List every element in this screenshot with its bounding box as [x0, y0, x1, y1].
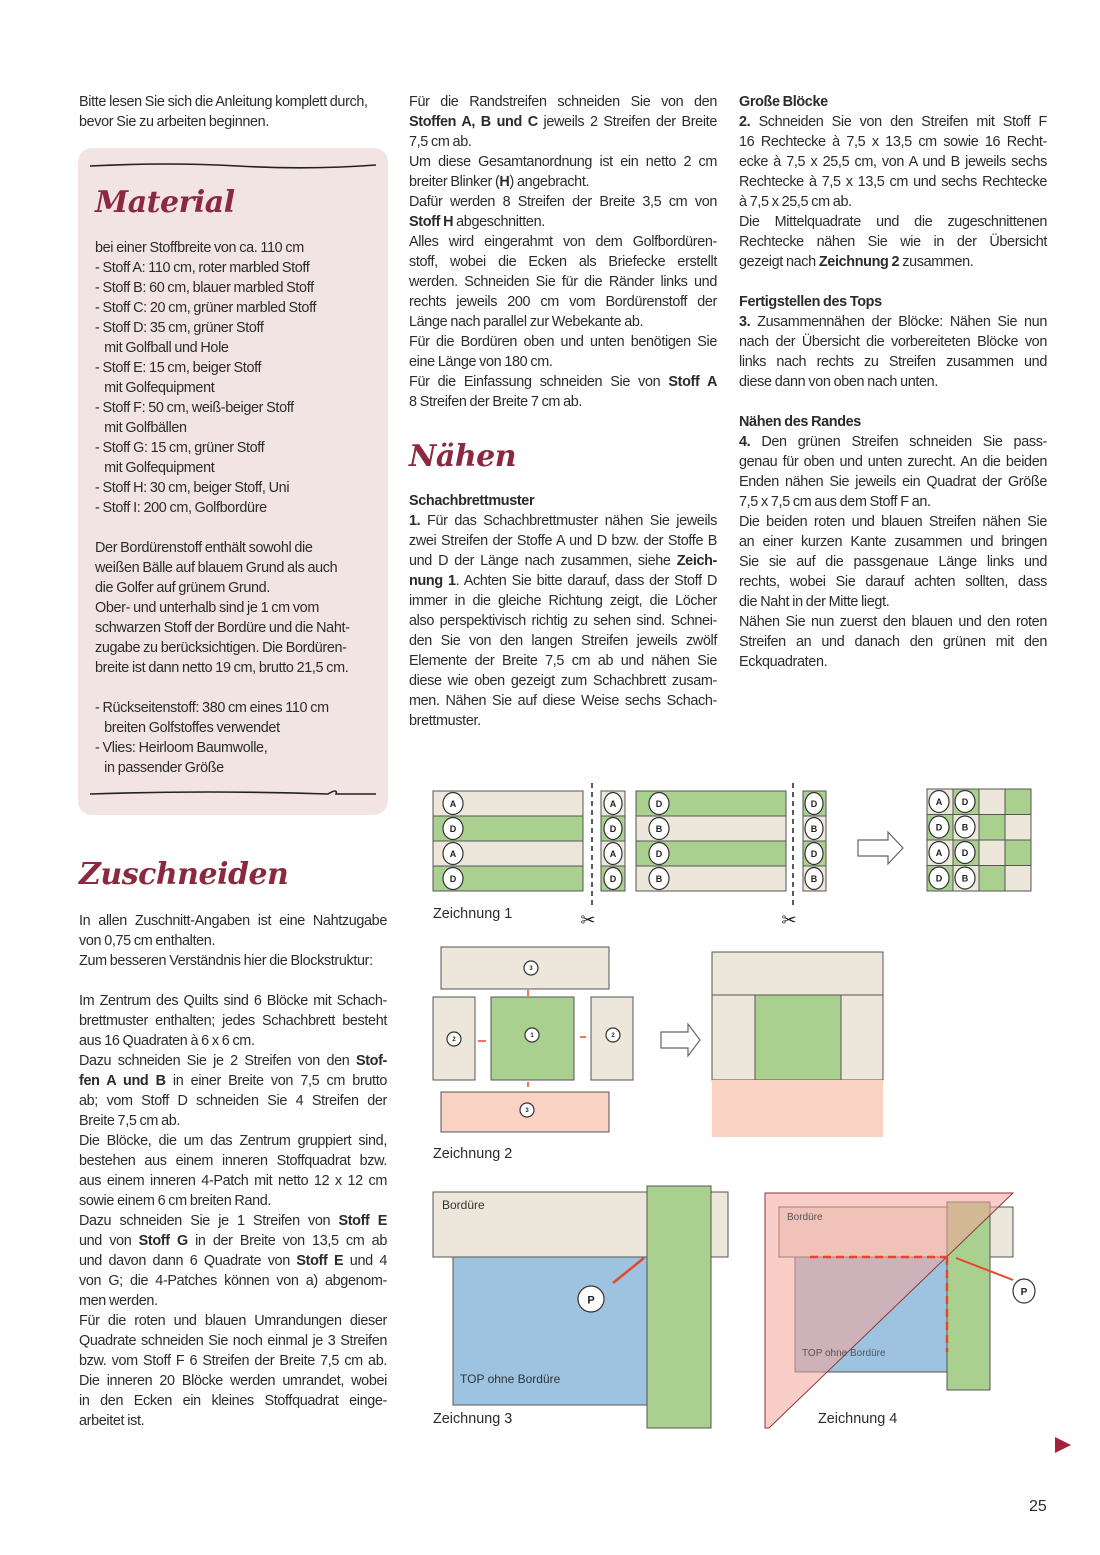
caption-z2: Zeichnung 2: [433, 1146, 513, 1162]
text-line: Breite 7,5 cm ab.: [79, 1113, 181, 1129]
text-line: Um diese Gesamtanordnung ist ein netto 2 cm: [409, 154, 717, 170]
text-line: Für die Einfassung schneiden Sie von Stoff A: [409, 374, 718, 390]
section-heading: Fertigstellen des Tops: [739, 294, 882, 310]
piece-number-label: 1: [530, 1033, 534, 1039]
text-line: 1. Für das Schachbrettmuster nähen Sie jeweils: [409, 513, 717, 529]
text-line: 3. Zusammennähen der Blöcke: Nähen Sie nun: [739, 314, 1047, 330]
fabric-tag-label: D: [810, 849, 818, 859]
text-line: à 7,5 x 25,5 cm ab.: [739, 194, 852, 210]
schach-heading: Schachbrettmuster: [409, 493, 535, 509]
text-line: den Sie von den langen Streifen jeweils zwölf: [409, 633, 717, 649]
text-line: Elemente der Breite 7,5 cm ab und nähen Sie: [409, 653, 717, 669]
text-line: Im Zentrum des Quilts sind 6 Blöcke mit Schach-: [79, 993, 387, 1009]
piece-number-label: 3: [525, 1108, 529, 1114]
text-line: Für die Bordüren oben und unten benötigen Sie: [409, 334, 717, 350]
text-line: Die beiden roten und blauen Streifen nähen Sie: [739, 514, 1047, 530]
text-line: ab; vom Stoff D schneiden Sie 4 Streifen der: [79, 1093, 387, 1109]
text-line: diese wie oben gezeigt zum Schachbrett zusam-: [409, 673, 717, 689]
fabric-tag-label: D: [449, 824, 457, 834]
fabric-tag-label: B: [655, 824, 663, 834]
text-line: rechts, wobei Sie darauf achten sollten, dass: [739, 574, 1047, 590]
text-line: 2. Schneiden Sie von den Streifen mit Stoff F: [739, 114, 1047, 130]
material-title: Material: [95, 185, 235, 220]
text-line: Die Blöcke, die um das Zentrum gruppiert sind,: [79, 1133, 387, 1149]
material-item: - Stoff D: 35 cm, grüner Stoff: [95, 320, 264, 336]
text-line: also perspektivisch richtig zu sehen sind. Schnei-: [409, 613, 717, 629]
text-line: Stoffen A, B und C jeweils 2 Streifen der Breite: [409, 114, 717, 130]
border-label: Bordüre: [442, 1198, 485, 1212]
text-line: Rechtecke nähen Sie wie in der Übersicht: [739, 234, 1047, 250]
text-line: arbeitet ist.: [79, 1413, 145, 1429]
material-item: weißen Bälle auf blauem Grund als auch: [95, 560, 338, 576]
material-item: mit Golfball und Hole: [95, 340, 229, 356]
caption-z3: Zeichnung 3: [433, 1411, 513, 1427]
material-item: - Stoff E: 15 cm, beiger Stoff: [95, 360, 262, 376]
intro-line: Bitte lesen Sie sich die Anleitung komplett durch,: [79, 94, 368, 110]
text-line: von 0,75 cm enthalten.: [79, 933, 216, 949]
text-line: die Naht in der Mitte liegt.: [739, 594, 890, 610]
text-line: men. Nähen Sie auf diese Weise sechs Schach-: [409, 693, 717, 709]
fabric-tag-label: D: [961, 848, 969, 858]
material-item: breiten Golfstoffes verwendet: [95, 720, 280, 736]
fabric-tag-label: D: [609, 874, 617, 884]
page-number: 25: [1029, 1498, 1047, 1515]
material-item: zugabe zu berücksichtigen. Die Bordüren-: [95, 640, 347, 656]
section-heading: Große Blöcke: [739, 94, 828, 110]
fabric-tag-label: D: [449, 874, 457, 884]
text-line: 7,5 x 7,5 cm aus dem Stoff F an.: [739, 494, 931, 510]
material-item: - Vlies: Heirloom Baumwolle,: [95, 740, 268, 756]
fabric-tag-label: D: [655, 849, 663, 859]
checker-square: [979, 789, 1005, 815]
fabric-tag-label: B: [655, 874, 663, 884]
section-heading: Nähen des Randes: [739, 414, 861, 430]
text-line: Quadrate schneiden Sie noch einmal je 3 Streifen: [79, 1333, 387, 1349]
checker-square: [1005, 866, 1031, 892]
fabric-tag-label: D: [935, 822, 943, 833]
material-item: schwarzen Stoff der Bordüre und die Naht-: [95, 620, 350, 636]
fabric-tag-label: D: [609, 824, 617, 834]
text-line: diese dann von oben nach unten.: [739, 374, 938, 390]
text-line: genau für oben und unten zurecht. An die beiden: [739, 454, 1047, 470]
text-line: Länge nach parallel zur Webekante ab.: [409, 314, 644, 330]
result-center: [755, 995, 841, 1080]
material-item: in passender Größe: [95, 760, 224, 776]
material-item: - Stoff B: 60 cm, blauer marbled Stoff: [95, 280, 314, 296]
text-line: aus einem inneren 4-Patch mit netto 12 x 12 cm: [79, 1173, 387, 1189]
material-item: mit Golfequipment: [95, 380, 215, 396]
checker-square: [979, 840, 1005, 866]
fabric-tag-label: B: [810, 824, 818, 834]
fabric-tag-label: A: [609, 849, 617, 859]
text-line: Alles wird eingerahmt von dem Golfbordüren-: [409, 234, 717, 250]
text-line: gezeigt nach Zeichnung 2 zusammen.: [739, 254, 974, 270]
text-line: breiter Blinker (H) angebracht.: [409, 174, 590, 190]
fabric-tag-label: D: [810, 799, 818, 809]
text-line: von G; die 4-Patches können von a) abgenom-: [79, 1273, 387, 1289]
text-line: und davon dann 6 Quadrate von Stoff E und 4: [79, 1253, 387, 1269]
fabric-tag-label: B: [961, 873, 969, 884]
material-item: bei einer Stoffbreite von ca. 110 cm: [95, 240, 304, 256]
material-item: - Stoff A: 110 cm, roter marbled Stoff: [95, 260, 310, 276]
naehen-title: Nähen: [409, 439, 517, 474]
top-label: TOP ohne Bordüre: [460, 1372, 561, 1386]
material-item: mit Golfbällen: [95, 420, 187, 436]
text-line: Dazu schneiden Sie je 2 Streifen von den Stof-: [79, 1053, 387, 1069]
side-border-strip: [647, 1186, 711, 1428]
zuschneiden-title: Zuschneiden: [79, 857, 289, 892]
material-item: - Stoff C: 20 cm, grüner marbled Stoff: [95, 300, 317, 316]
material-item: - Rückseitenstoff: 380 cm eines 110 cm: [95, 700, 329, 716]
intro-line: bevor Sie zu arbeiten beginnen.: [79, 114, 269, 130]
text-line: 7,5 cm ab.: [409, 134, 472, 150]
text-line: Rechtecke à 7,5 x 13,5 cm und sechs Rechtecke: [739, 174, 1047, 190]
piece-number-label: 2: [611, 1033, 615, 1039]
text-line: an einer kurzen Kante zusammen und bringen: [739, 534, 1047, 550]
text-line: Für die Randstreifen schneiden Sie von den: [409, 94, 717, 110]
text-line: Eckquadraten.: [739, 654, 828, 670]
text-line: und D der Länge nach zusammen, siehe Zeich-: [409, 553, 717, 569]
material-item: breite ist dann netto 19 cm, brutto 21,5 cm.: [95, 660, 349, 676]
result-top: [712, 952, 883, 995]
text-line: ecke à 7,5 x 25,5 cm, von A und B jeweils sechs: [739, 154, 1047, 170]
text-line: Dazu schneiden Sie je 1 Streifen von Stoff E: [79, 1213, 387, 1229]
border-label: Bordüre: [787, 1212, 823, 1223]
caption-z4: Zeichnung 4: [818, 1411, 898, 1427]
fabric-tag-label: A: [609, 799, 617, 809]
fabric-tag-label: A: [449, 799, 457, 809]
text-line: bestehen aus einem inneren Stoffquadrat bzw.: [79, 1153, 387, 1169]
text-line: 16 Rechtecke à 7,5 x 13,5 cm sowie 16 Recht-: [739, 134, 1047, 150]
point-p-label: P: [587, 1294, 595, 1307]
material-item: - Stoff H: 30 cm, beiger Stoff, Uni: [95, 480, 290, 496]
material-item: Der Bordürenstoff enthält sowohl die: [95, 540, 313, 556]
scissors-icon: ✂: [580, 910, 596, 930]
fabric-tag-label: D: [655, 799, 663, 809]
text-line: nung 1. Achten Sie bitte darauf, dass der Stoff D: [409, 573, 717, 589]
caption-z1: Zeichnung 1: [433, 906, 513, 922]
checker-square: [979, 815, 1005, 841]
text-line: Stoff H abgeschnitten.: [409, 214, 545, 230]
fabric-tag-label: D: [961, 797, 969, 807]
material-item: - Stoff F: 50 cm, weiß-beiger Stoff: [95, 400, 294, 416]
text-line: immer in die gleiche Richtung zeigt, die Löcher: [409, 593, 717, 609]
text-line: nach der Übersicht die vorbereiteten Blöcke von: [739, 334, 1047, 350]
arrow-right-icon: [661, 1024, 700, 1056]
material-item: - Stoff G: 15 cm, grüner Stoff: [95, 440, 265, 456]
text-line: Enden nähen Sie jeweils ein Quadrat der Größe: [739, 474, 1047, 490]
text-line: eine Länge von 180 cm.: [409, 354, 553, 370]
checker-square: [1005, 815, 1031, 841]
text-line: Die inneren 20 Blöcke werden umrandet, wobei: [79, 1373, 387, 1389]
top-label: TOP ohne Bordüre: [802, 1348, 886, 1359]
text-line: fen A und B in einer Breite von 7,5 cm brutto: [79, 1073, 387, 1089]
text-line: Sie sie auf die passgenaue Länge links und: [739, 554, 1047, 570]
material-item: die Golfer auf grünem Grund.: [95, 580, 270, 596]
material-item: - Stoff I: 200 cm, Golfbordüre: [95, 500, 267, 516]
text-line: Dafür werden 8 Streifen der Breite 3,5 cm von: [409, 194, 717, 210]
text-line: links nach rechts zu Streifen zusammen und: [739, 354, 1047, 370]
checker-square: [1005, 789, 1031, 815]
text-line: werden. Schneiden Sie für die Ränder links und: [409, 274, 717, 290]
fabric-tag-label: A: [935, 797, 943, 807]
material-item: mit Golfequipment: [95, 460, 215, 476]
next-page-arrow-icon: [1054, 1436, 1072, 1454]
piece-number-label: 3: [529, 966, 533, 972]
arrow-right-icon: [858, 832, 903, 864]
text-line: aus 16 Quadraten à 6 x 6 cm.: [79, 1033, 255, 1049]
text-line: 8 Streifen der Breite 7 cm ab.: [409, 394, 583, 410]
text-line: In allen Zuschnitt-Angaben ist eine Nahtzugabe: [79, 913, 387, 929]
fabric-tag-label: B: [961, 822, 969, 833]
text-line: in den Ecken ein kleines Stoffquadrat einge-: [79, 1393, 387, 1409]
fabric-tag-label: A: [449, 849, 457, 859]
material-item: Ober- und unterhalb sind je 1 cm vom: [95, 600, 319, 616]
text-line: Nähen Sie nun zuerst den blauen und den roten: [739, 614, 1047, 630]
text-line: brettmuster.: [409, 713, 481, 729]
checker-square: [979, 866, 1005, 892]
fabric-tag-label: B: [810, 874, 818, 884]
point-p-label: P: [1020, 1287, 1028, 1298]
text-line: bzw. vom Stoff F 6 Streifen der Breite 7,5 cm ab.: [79, 1353, 387, 1369]
result-bottom: [712, 1080, 883, 1137]
text-line: zwei Streifen der Stoffe A und D bzw. der Stoffe B: [409, 533, 717, 549]
checker-square: [1005, 840, 1031, 866]
text-line: rechts jeweils 200 cm vom Bordürenstoff der: [409, 294, 717, 310]
fabric-tag-label: A: [935, 848, 943, 858]
piece-number-label: 2: [452, 1037, 456, 1043]
fabric-tag-label: D: [935, 873, 943, 884]
scissors-icon: ✂: [781, 910, 797, 930]
text-line: stoff, wobei die Ecken als Briefecke erstellt: [409, 254, 717, 270]
text-line: Streifen an und danach den grünen mit den: [739, 634, 1047, 650]
text-line: men werden.: [79, 1293, 158, 1309]
text-line: brettmuster enthalten; jedes Schachbrett besteht: [79, 1013, 387, 1029]
text-line: Zum besseren Verständnis hier die Blockstruktur:: [79, 953, 373, 969]
text-line: und von Stoff G in der Breite von 13,5 cm ab: [79, 1233, 387, 1249]
text-line: Die Mittelquadrate und die zugeschnittenen: [739, 214, 1047, 230]
text-line: Für die roten und blauen Umrandungen dieser: [79, 1313, 387, 1329]
text-line: 4. Den grünen Streifen schneiden Sie pass-: [739, 434, 1047, 450]
text-line: sowie einem 6 cm breiten Rand.: [79, 1193, 272, 1209]
